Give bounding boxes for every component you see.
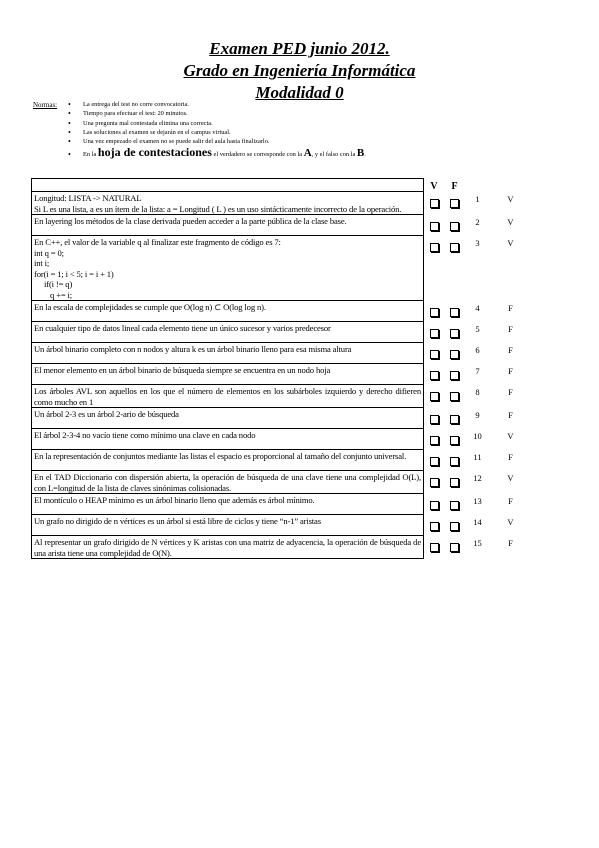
- true-checkbox[interactable]: [430, 243, 439, 252]
- question-text: Un árbol 2-3 es un árbol 2-ario de búsqueda: [32, 408, 424, 429]
- exam-title: Examen PED junio 2012.: [209, 39, 390, 58]
- true-checkbox[interactable]: [430, 457, 439, 466]
- question-number: 3: [475, 237, 480, 248]
- false-checkbox[interactable]: [450, 371, 459, 380]
- true-checkbox[interactable]: [430, 522, 439, 531]
- true-checkbox[interactable]: [430, 501, 439, 510]
- question-row: [32, 343, 531, 364]
- true-checkbox[interactable]: [430, 350, 439, 359]
- false-checkbox[interactable]: [450, 415, 459, 424]
- question-number: 5: [475, 323, 480, 334]
- answer-key: V: [507, 193, 514, 204]
- notes-label: Normas:: [33, 101, 58, 109]
- note-text: , y el falso con la: [311, 151, 356, 159]
- false-checkbox[interactable]: [450, 222, 459, 231]
- answer-key: F: [508, 365, 513, 376]
- question-row: [32, 408, 531, 429]
- answer-key: F: [508, 495, 513, 506]
- table-header-row: [32, 179, 531, 192]
- question-text: Un árbol binario completo con n nodos y altura k es un árbol binario lleno para esa misma altura: [32, 343, 424, 364]
- false-checkbox[interactable]: [450, 308, 459, 317]
- question-text: El montículo o HEAP mínimo es un árbol binario lleno que además es árbol mínimo.: [32, 494, 424, 515]
- true-checkbox[interactable]: [430, 436, 439, 445]
- code-snippet: int q = 0; int i; for(i = 1; i < 5; i = i + 1) if(i != q) q += i;: [34, 247, 114, 300]
- true-checkbox[interactable]: [430, 392, 439, 401]
- question-text: Los árboles AVL son aquellos en los que el número de elementos en los subárboles izquierdo y derecho difieren como mucho en 1: [32, 385, 424, 408]
- note-item: • Tiempo para efectuar el test: 20 minutos.: [68, 109, 366, 118]
- true-checkbox[interactable]: [430, 371, 439, 380]
- question-number: 14: [473, 516, 482, 527]
- question-text: El menor elemento en un árbol binario de búsqueda siempre se encuentra en un nodo hoja: [32, 364, 424, 385]
- note-text: En la: [83, 151, 97, 159]
- answer-key: F: [508, 323, 513, 334]
- question-number: 8: [475, 386, 480, 397]
- note-text: .: [364, 151, 366, 159]
- answer-key: V: [507, 472, 514, 483]
- answer-key: F: [508, 537, 513, 548]
- question-number: 6: [475, 344, 480, 355]
- answer-key: F: [508, 386, 513, 397]
- answer-key: F: [508, 344, 513, 355]
- question-row: [32, 215, 531, 236]
- question-row: [32, 322, 531, 343]
- question-row: [32, 192, 531, 215]
- question-text: El árbol 2-3-4 no vacío tiene como mínimo una clave en cada nodo: [32, 429, 424, 450]
- note-item: • Una pregunta mal contestada elimina una correcta.: [68, 119, 366, 128]
- question-number: 2: [475, 216, 480, 227]
- degree-title: Grado en Ingeniería Informática: [183, 61, 416, 80]
- true-checkbox[interactable]: [430, 308, 439, 317]
- true-checkbox[interactable]: [430, 199, 439, 208]
- modality-title: Modalidad 0: [255, 83, 344, 102]
- question-row: [32, 364, 531, 385]
- answer-key: F: [508, 302, 513, 313]
- question-row: [32, 450, 531, 471]
- question-number: 11: [473, 451, 482, 462]
- question-number: 4: [475, 302, 480, 313]
- question-row: [32, 301, 531, 322]
- question-text: En cualquier tipo de datos lineal cada elemento tiene un único sucesor y varios predecesor: [32, 322, 424, 343]
- question-row: [32, 536, 531, 559]
- note-item: • La entrega del test no corre convocatoria.: [68, 100, 366, 109]
- answer-key: V: [507, 516, 514, 527]
- answer-sheet-text: hoja de contestaciones: [97, 145, 212, 160]
- true-checkbox[interactable]: [430, 329, 439, 338]
- answer-key: V: [507, 216, 514, 227]
- question-number: 1: [475, 193, 480, 204]
- false-checkbox[interactable]: [450, 543, 459, 552]
- questions-table: [31, 178, 531, 559]
- note-text: el verdadero se corresponde con la: [213, 151, 303, 159]
- question-row: [32, 494, 531, 515]
- answer-key: F: [508, 409, 513, 420]
- question-row: [32, 429, 531, 450]
- question-row: [32, 236, 531, 301]
- answer-key: V: [507, 237, 514, 248]
- false-checkbox[interactable]: [450, 243, 459, 252]
- question-number: 9: [475, 409, 480, 420]
- false-checkbox[interactable]: [450, 199, 459, 208]
- question-number: 10: [473, 430, 482, 441]
- question-number: 15: [473, 537, 482, 548]
- answer-key: V: [507, 430, 514, 441]
- question-text: En la escala de complejidades se cumple que O(log n) ⊂ O(log log n).: [32, 301, 424, 322]
- question-text: Longitud: LISTA -> NATURAL Si L es una lista, a es un ítem de la lista: a = Longitud ( L ) es un uso sintácticamente incorrecto de la operación.: [32, 192, 424, 215]
- false-checkbox[interactable]: [450, 457, 459, 466]
- false-checkbox[interactable]: [450, 350, 459, 359]
- question-text: En layering los métodos de la clase derivada pueden acceder a la parte pública de la clase base.: [32, 215, 424, 236]
- false-checkbox[interactable]: [450, 522, 459, 531]
- question-number: 13: [473, 495, 482, 506]
- question-row: [32, 515, 531, 536]
- question-text: Un grafo no dirigido de n vértices es un árbol si está libre de ciclos y tiene “n-1” aristas: [32, 515, 424, 536]
- answer-key: F: [508, 451, 513, 462]
- false-checkbox[interactable]: [450, 329, 459, 338]
- true-checkbox[interactable]: [430, 415, 439, 424]
- true-checkbox[interactable]: [430, 543, 439, 552]
- true-column-header: V: [430, 180, 438, 192]
- notes-list: [68, 100, 366, 161]
- header-blank-cell: [32, 179, 424, 192]
- true-letter: A: [303, 147, 312, 160]
- question-row: [32, 471, 531, 494]
- false-letter: B: [356, 147, 365, 160]
- note-item: • Una vez empezado el examen no se puede salir del aula hasta finalizarlo.: [68, 137, 366, 146]
- true-checkbox[interactable]: [430, 478, 439, 487]
- question-text: En C++, el valor de la variable q al finalizar este fragmento de código es 7: int q = 0; int i; for(i = 1; i < 5; i = i + 1) if(i != q) q += i;: [32, 236, 424, 301]
- true-checkbox[interactable]: [430, 222, 439, 231]
- question-text: En el TAD Diccionario con dispersión abierta, la operación de búsqueda de una clave tiene una complejidad O(L), con L=longitud de la lista de claves sinónimas colisionadas.: [32, 471, 424, 494]
- false-checkbox[interactable]: [450, 501, 459, 510]
- question-number: 7: [475, 365, 480, 376]
- false-checkbox[interactable]: [450, 436, 459, 445]
- note-item-answer-sheet: [68, 146, 366, 161]
- note-item: • Las soluciones al examen se dejarán en el campus virtual.: [68, 128, 366, 137]
- question-row: [32, 385, 531, 408]
- false-checkbox[interactable]: [450, 478, 459, 487]
- question-number: 12: [473, 472, 482, 483]
- question-text: En la representación de conjuntos mediante las listas el espacio es proporcional al tamaño del conjunto universal.: [32, 450, 424, 471]
- question-text: Al representar un grafo dirigido de N vértices y K aristas con una matriz de adyacencia, la operación de búsqueda de una arista tiene una complejidad de O(N).: [32, 536, 424, 559]
- false-checkbox[interactable]: [450, 392, 459, 401]
- false-column-header: F: [451, 180, 458, 192]
